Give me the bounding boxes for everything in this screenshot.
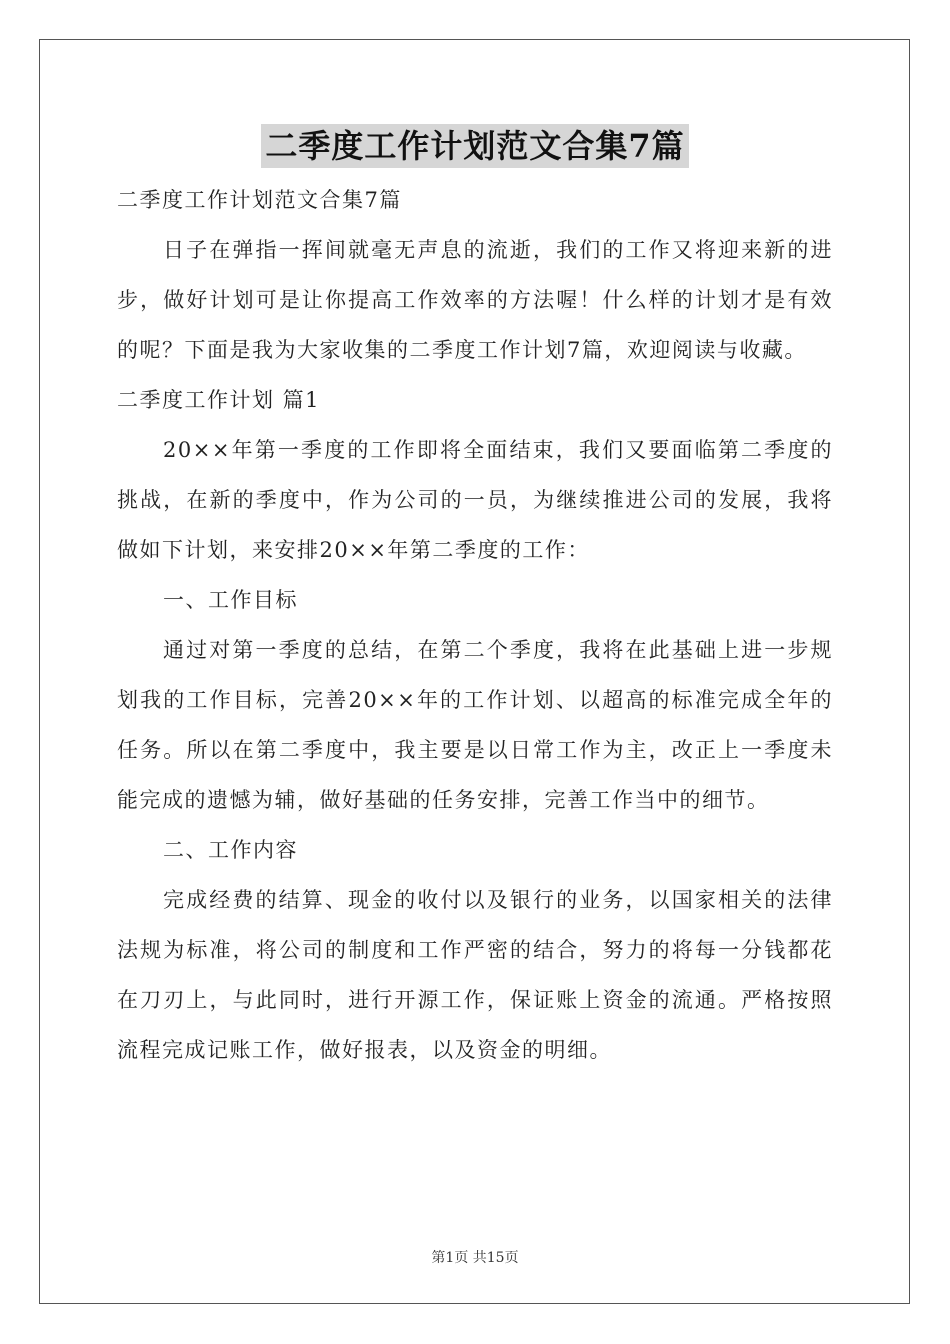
title-container <box>0 124 950 168</box>
goal-paragraph: 通过对第一季度的总结，在第二个季度，我将在此基础上进一步规划我的工作目标，完善20××年的工作计划、以超高的标准完成全年的任务。所以在第二季度中，我主要是以日常工作为主，改正上一季度未能完成的遗憾为辅，做好基础的任务安排，完善工作当中的细节。 <box>117 638 833 812</box>
intro-paragraph: 日子在弹指一挥间就毫无声息的流逝，我们的工作又将迎来新的进步，做好计划可是让你提高工作效率的方法喔！什么样的计划才是有效的呢？下面是我为大家收集的二季度工作计划7篇，欢迎阅读与收藏。 <box>117 238 833 362</box>
document-title: 二季度工作计划范文合集7篇 <box>261 124 688 168</box>
content-heading: 二、工作内容 <box>163 838 298 862</box>
page-footer: 第1页 共15页 <box>431 1250 519 1266</box>
section-heading: 二季度工作计划 篇1 <box>117 388 321 412</box>
section-paragraph: 20××年第一季度的工作即将全面结束，我们又要面临第二季度的挑战，在新的季度中，作为公司的一员，为继续推进公司的发展，我将做如下计划，来安排20××年第二季度的工作： <box>117 438 833 562</box>
content-paragraph: 完成经费的结算、现金的收付以及银行的业务，以国家相关的法律法规为标准，将公司的制度和工作严密的结合，努力的将每一分钱都花在刀刃上，与此同时，进行开源工作，保证账上资金的流通。严格按照流程完成记账工作，做好报表，以及资金的明细。 <box>117 888 833 1062</box>
document-subtitle: 二季度工作计划范文合集7篇 <box>117 188 402 212</box>
document-body <box>117 175 833 1075</box>
goal-heading: 一、工作目标 <box>163 588 298 612</box>
